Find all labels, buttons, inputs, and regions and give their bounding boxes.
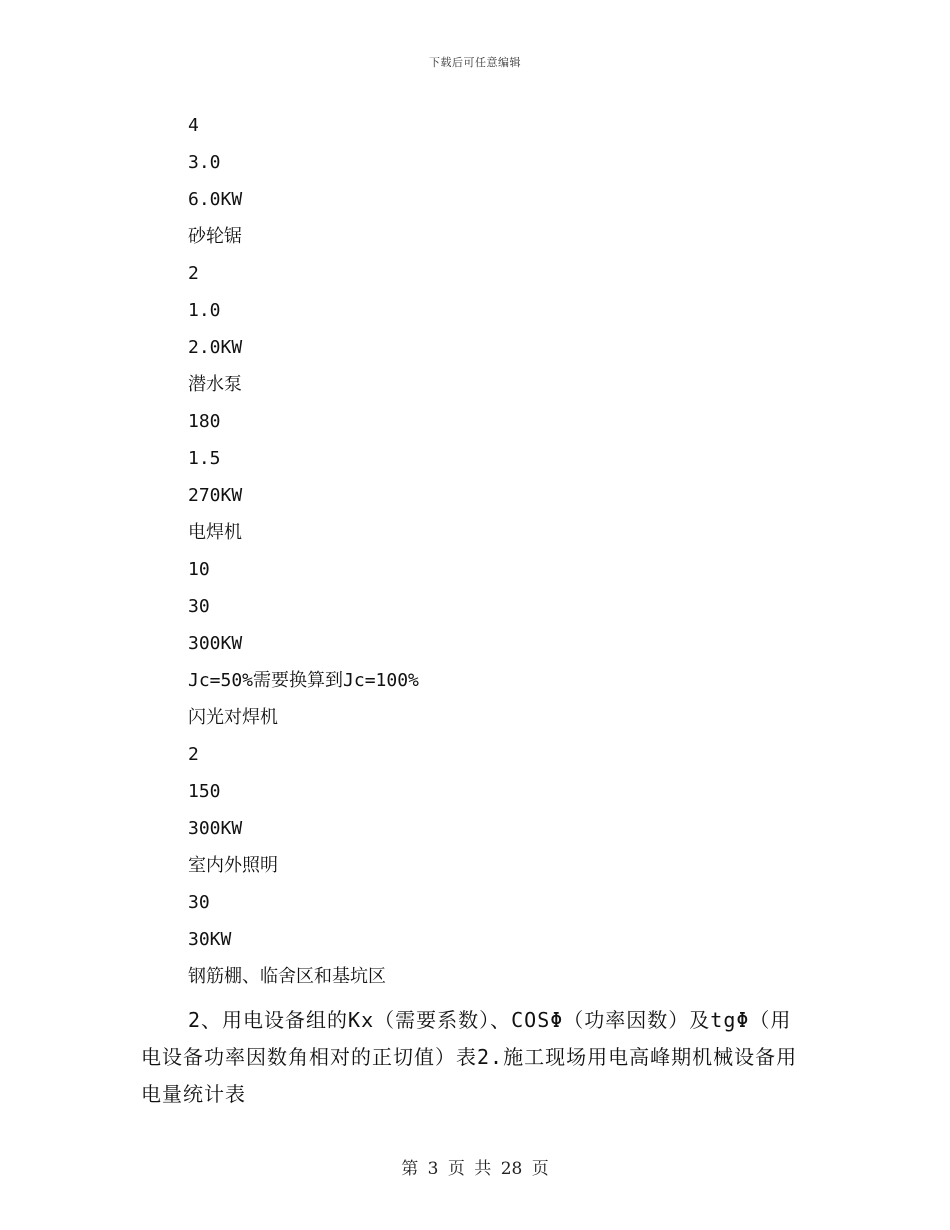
text-line: 270KW [188,485,243,506]
page-header: 下载后可任意编辑 [429,56,521,69]
text-line: 30 [188,596,210,617]
text-line: 室内外照明 [188,855,278,876]
text-line: 300KW [188,633,243,654]
text-line: 30KW [188,929,232,950]
text-line: 6.0KW [188,189,243,210]
content-lines [188,112,808,1000]
text-line: 30 [188,892,210,913]
text-line: 2 [188,263,199,284]
text-line: 砂轮锯 [188,226,242,247]
text-line: 180 [188,411,221,432]
text-line: 钢筋棚、临舍区和基坑区 [188,966,386,987]
text-line: 1.5 [188,448,221,469]
text-line: 10 [188,559,210,580]
text-line: 2 [188,744,199,765]
text-line: 1.0 [188,300,221,321]
text-line: 电焊机 [188,522,242,543]
text-line: 3.0 [188,152,221,173]
text-line: 2.0KW [188,337,243,358]
page-number-footer: 第 3 页 共 28 页 [401,1159,549,1179]
text-line: Jc=50%需要换算到Jc=100% [188,670,419,691]
text-line: 潜水泵 [188,374,242,395]
text-line: 150 [188,781,221,802]
text-line: 闪光对焊机 [188,707,278,728]
body-paragraph: 2、用电设备组的Kx（需要系数）、COSΦ（功率因数）及tgΦ（用电设备功率因数角相对的正切值）表2.施工现场用电高峰期机械设备用电量统计表 [141,1008,798,1106]
text-line: 4 [188,115,199,136]
text-line: 300KW [188,818,243,839]
